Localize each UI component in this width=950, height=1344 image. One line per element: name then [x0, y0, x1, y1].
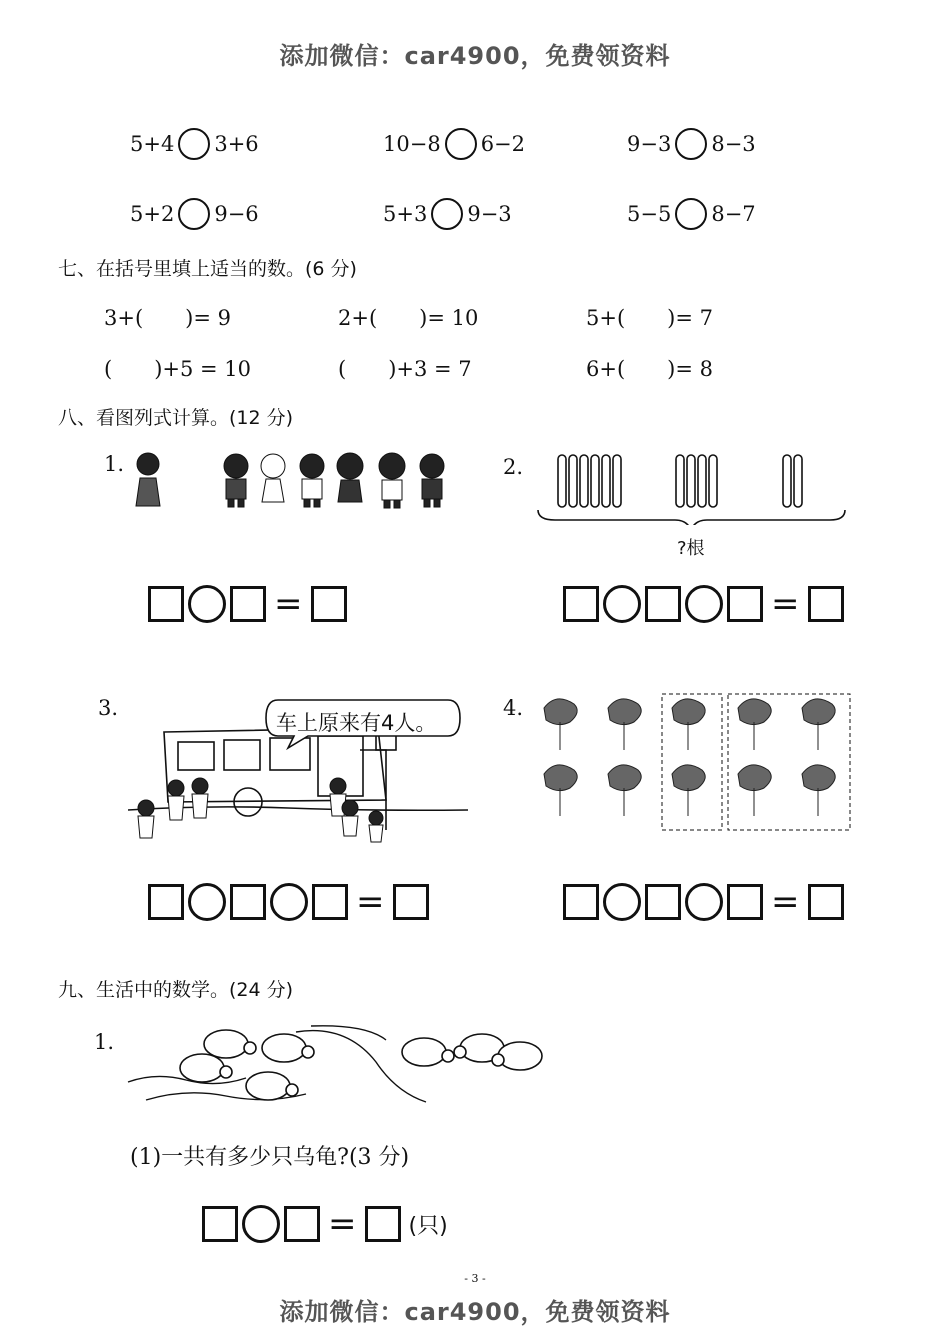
stick: [580, 455, 588, 507]
stick: [558, 455, 566, 507]
answer-box[interactable]: [312, 884, 348, 920]
stick: [613, 455, 621, 507]
answer-box[interactable]: [148, 586, 184, 622]
section8-title: 八、看图列式计算。(12 分): [58, 407, 294, 429]
child-figure: [420, 454, 444, 507]
operator-circle[interactable]: [270, 883, 308, 921]
stick: [698, 455, 706, 507]
question-number: 2.: [503, 455, 524, 479]
operator-circle[interactable]: [603, 883, 641, 921]
child-figure: [342, 800, 358, 816]
flower: [802, 765, 835, 816]
compare-item: [627, 128, 756, 160]
flower: [544, 765, 577, 816]
compare-circle[interactable]: [675, 128, 707, 160]
sub-question: (1)一共有多少只乌龟?(3 分): [130, 1145, 410, 1170]
flower: [544, 699, 577, 750]
turtles-illustration: [126, 1022, 551, 1117]
flower: [672, 765, 705, 816]
compare-circle[interactable]: [431, 198, 463, 230]
answer-box[interactable]: [230, 586, 266, 622]
compare-left: 5+4: [130, 132, 175, 156]
question-number: 1.: [104, 452, 125, 476]
compare-right: 9−3: [467, 202, 512, 226]
child-figure: [192, 778, 208, 794]
fill-item[interactable]: 3+( )= 9: [104, 306, 231, 330]
answer-box[interactable]: [230, 884, 266, 920]
wave-line: [296, 1031, 426, 1102]
turtle: [246, 1072, 298, 1100]
compare-item: [383, 198, 512, 230]
compare-left: 5+2: [130, 202, 175, 226]
compare-right: 6−2: [480, 132, 526, 156]
flower: [738, 765, 771, 816]
stick: [602, 455, 610, 507]
section7-title: 七、在括号里填上适当的数。(6 分): [58, 258, 357, 280]
page-number: - 3 -: [464, 1272, 486, 1285]
wave-line: [311, 1026, 386, 1040]
stick: [676, 455, 684, 507]
operator-circle[interactable]: [188, 585, 226, 623]
answer-box[interactable]: [311, 586, 347, 622]
compare-right: 3+6: [214, 132, 259, 156]
flower: [608, 699, 641, 750]
sticks-question-label: ?根: [677, 538, 705, 559]
child-figure: [168, 780, 184, 796]
stick: [783, 455, 791, 507]
sticks-illustration: [535, 450, 850, 525]
header-banner: 添加微信：car4900，免费领资料: [279, 42, 671, 70]
section9-title: 九、生活中的数学。(24 分): [58, 979, 294, 1001]
answer-box[interactable]: [563, 884, 599, 920]
child-figure: [330, 778, 346, 794]
brace: [538, 510, 845, 525]
turtle: [204, 1030, 256, 1058]
question-number: 4.: [503, 696, 524, 720]
compare-circle[interactable]: [445, 128, 477, 160]
operator-circle[interactable]: [685, 585, 723, 623]
compare-item: [130, 198, 259, 230]
fill-item[interactable]: 5+( )= 7: [586, 306, 713, 330]
compare-right: 8−3: [711, 132, 756, 156]
compare-left: 10−8: [383, 132, 441, 156]
equation-q2[interactable]: [561, 585, 846, 623]
compare-right: 9−6: [214, 202, 259, 226]
compare-item: [130, 128, 259, 160]
equals-sign: =: [356, 882, 385, 922]
compare-right: 8−7: [711, 202, 756, 226]
fill-item[interactable]: ( )+5 = 10: [104, 357, 252, 381]
child-figure: [138, 800, 154, 816]
compare-circle[interactable]: [178, 128, 210, 160]
equation-q1[interactable]: [146, 585, 349, 623]
answer-box[interactable]: [284, 1206, 320, 1242]
stick: [591, 455, 599, 507]
stick: [709, 455, 717, 507]
child-figure: [337, 453, 363, 502]
question-number: 3.: [98, 696, 119, 720]
answer-box[interactable]: [202, 1206, 238, 1242]
unit-label: (只): [408, 1213, 448, 1239]
answer-box[interactable]: [808, 884, 844, 920]
answer-box[interactable]: [645, 884, 681, 920]
equals-sign: =: [771, 882, 800, 922]
answer-box[interactable]: [727, 586, 763, 622]
compare-item: [383, 128, 525, 160]
flowers-illustration: [536, 690, 856, 835]
answer-box[interactable]: [808, 586, 844, 622]
answer-box[interactable]: [365, 1206, 401, 1242]
compare-left: 9−3: [627, 132, 672, 156]
flower: [672, 699, 705, 750]
operator-circle[interactable]: [188, 883, 226, 921]
turtle: [402, 1038, 454, 1066]
flower: [738, 699, 771, 750]
turtle: [262, 1034, 314, 1062]
compare-item: [627, 198, 756, 230]
equals-sign: =: [274, 584, 303, 624]
equation-q3[interactable]: [146, 883, 431, 921]
bus-speech-text: 车上原来有4人。: [276, 711, 437, 735]
operator-circle[interactable]: [603, 585, 641, 623]
answer-box[interactable]: [645, 586, 681, 622]
stick: [569, 455, 577, 507]
equals-sign: =: [328, 1204, 357, 1244]
flower: [802, 699, 835, 750]
operator-circle[interactable]: [685, 883, 723, 921]
answer-box[interactable]: [563, 586, 599, 622]
child-figure: [224, 454, 248, 507]
child-figure: [261, 454, 285, 502]
compare-circle[interactable]: [178, 198, 210, 230]
stick: [794, 455, 802, 507]
fill-item[interactable]: 6+( )= 8: [586, 357, 713, 381]
answer-box[interactable]: [727, 884, 763, 920]
equals-sign: =: [771, 584, 800, 624]
compare-left: 5−5: [627, 202, 672, 226]
bus-window: [224, 740, 260, 770]
footer-banner: 添加微信：car4900，免费领资料: [279, 1298, 671, 1326]
child-figure: [300, 454, 324, 507]
question-number: 1.: [94, 1030, 115, 1054]
child-figure: [379, 453, 405, 508]
equation-turtles[interactable]: [200, 1205, 448, 1243]
flower: [608, 765, 641, 816]
equation-q4[interactable]: [561, 883, 846, 921]
compare-left: 5+3: [383, 202, 428, 226]
child-figure: [369, 811, 383, 825]
answer-box[interactable]: [393, 884, 429, 920]
fill-item[interactable]: 2+( )= 10: [338, 306, 479, 330]
fill-item[interactable]: ( )+3 = 7: [338, 357, 472, 381]
children-illustration: [128, 446, 458, 510]
stick: [687, 455, 695, 507]
child-figure: [136, 453, 160, 506]
compare-circle[interactable]: [675, 198, 707, 230]
operator-circle[interactable]: [242, 1205, 280, 1243]
answer-box[interactable]: [148, 884, 184, 920]
bus-window: [178, 742, 214, 770]
